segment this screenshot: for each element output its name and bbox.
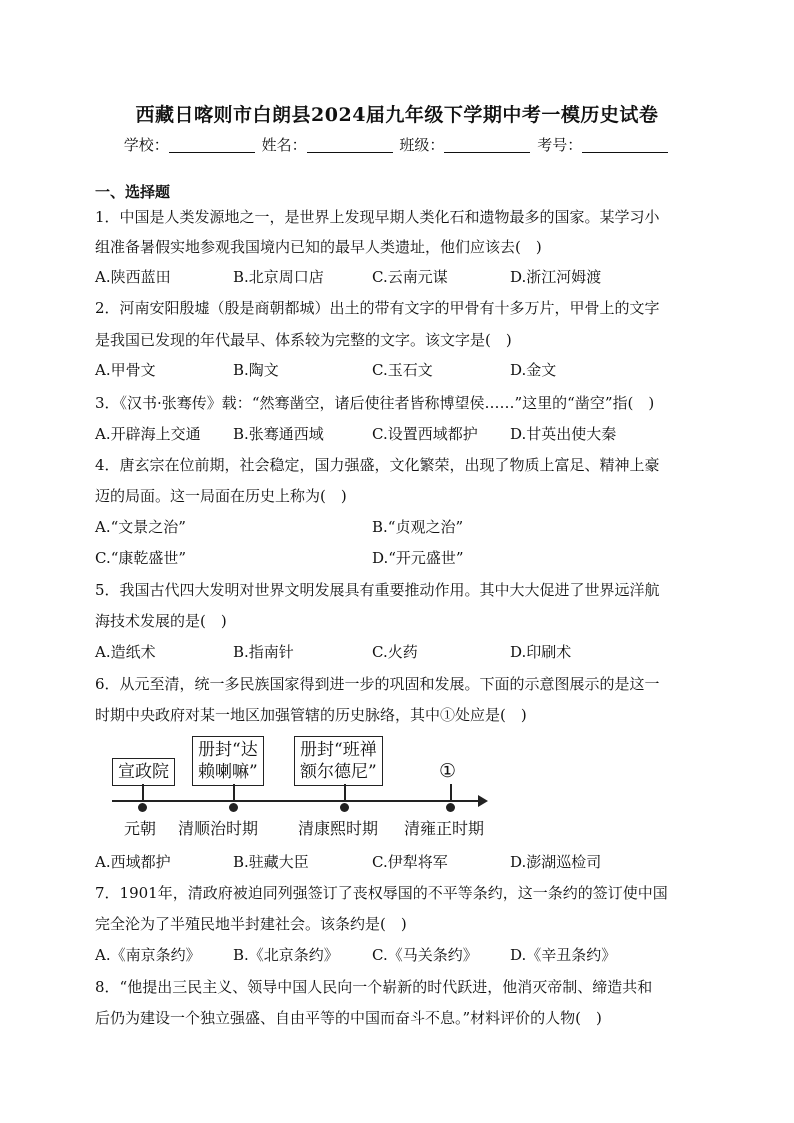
timeline-diagram [108,728,508,838]
q7-option-c: C.《马关条约》 [372,946,478,964]
question-7-line-1: 7．1901年，清政府被迫同列强签订了丧权辱国的不平等条约，这一条约的签订使中国 [95,884,668,902]
question-5-line-2: 海技术发展的是( ) [95,612,227,630]
q2-option-b: B.陶文 [233,361,279,379]
label-shunzhi: 清顺治时期 [178,819,259,838]
q3-option-c: C.设置西域都护 [372,425,478,443]
question-8-line-1: 8．“他提出三民主义、领导中国人民向一个崭新的时代跃进，他消灭帝制、缔造共和 [95,978,653,996]
q6-option-a: A.西域都护 [95,853,171,871]
box-xuanzhengyuan [112,758,175,786]
q6-option-b: B.驻藏大臣 [233,853,309,871]
label-yongzheng: 清雍正时期 [404,819,485,838]
q4-option-a: A.“文景之治” [95,518,186,536]
timeline-axis [112,800,480,802]
tick-kangxi [344,784,346,800]
q4-option-c: C.“康乾盛世” [95,549,187,567]
q3-option-d: D.甘英出使大秦 [510,425,617,443]
q2-option-d: D.金文 [510,361,557,379]
student-info-row [0,134,794,155]
q1-option-b: B.北京周口店 [233,268,324,286]
dot-shunzhi [229,803,238,812]
q2-option-a: A.甲骨文 [95,361,156,379]
question-1-line-2: 组准备暑假实地参观我国境内已知的最早人类遗址，他们应该去( ) [95,238,542,256]
q5-option-d: D.印刷术 [510,643,572,661]
q1-option-d: D.浙江河姆渡 [510,268,602,286]
tick-yuan [142,784,144,800]
box-panchen-line-1: 册封“班禅 [300,740,377,760]
q2-option-c: C.玉石文 [372,361,433,379]
circled-one-marker: ① [439,760,457,782]
number-label: 考号： [537,136,583,154]
section-heading: 一、选择题 [95,183,171,201]
dot-yuan [138,803,147,812]
q6-option-d: D.澎湖巡检司 [510,853,602,871]
label-yuan: 元朝 [124,819,157,838]
q3-option-a: A.开辟海上交通 [95,425,201,443]
q4-option-d: D.“开元盛世” [372,549,464,567]
question-6-line-1: 6．从元至清，统一多民族国家得到进一步的巩固和发展。下面的示意图展示的是这一 [95,675,660,693]
question-3-line-1: 3．《汉书·张骞传》载：“然骞凿空，诸后使往者皆称博望侯……”这里的“凿空”指( ) [95,394,655,412]
question-7-line-2: 完全沦为了半殖民地半封建社会。该条约是( ) [95,915,407,933]
box-panchen-erdeni [294,736,383,786]
label-kangxi: 清康熙时期 [298,819,379,838]
q7-option-b: B.《北京条约》 [233,946,339,964]
tick-shunzhi [233,784,235,800]
question-6-line-2: 时期中央政府对某一地区加强管辖的历史脉络，其中①处应是( ) [95,706,527,724]
q5-option-b: B.指南针 [233,643,294,661]
number-blank [582,137,668,153]
q7-option-d: D.《辛丑条约》 [510,946,617,964]
school-blank [169,137,255,153]
q5-option-a: A.造纸术 [95,643,156,661]
question-5-line-1: 5．我国古代四大发明对世界文明发展具有重要推动作用。其中大大促进了世界远洋航 [95,581,660,599]
question-4-line-2: 迈的局面。这一局面在历史上称为( ) [95,487,347,505]
box-dalai-lama-line-1: 册封“达 [198,740,258,760]
dot-kangxi [340,803,349,812]
q1-option-c: C.云南元谋 [372,268,448,286]
tick-yongzheng [450,784,452,800]
box-xuanzhengyuan-text: 宣政院 [118,762,169,782]
q5-option-c: C.火药 [372,643,418,661]
exam-title: 西藏日喀则市白朗县2024届九年级下学期中考一模历史试卷 [135,104,659,126]
question-8-line-2: 后仍为建设一个独立强盛、自由平等的中国而奋斗不息。”材料评价的人物( ) [95,1009,602,1027]
q4-option-b: B.“贞观之治” [372,518,464,536]
name-label: 姓名： [261,136,307,154]
box-dalai-lama-line-2: 赖喇嘛” [198,762,258,782]
question-2-line-1: 2．河南安阳殷墟（殷是商朝都城）出土的带有文字的甲骨有十多万片，甲骨上的文字 [95,299,660,317]
box-dalai-lama [192,736,264,786]
name-blank [307,137,393,153]
timeline-arrowhead [478,795,488,807]
question-4-line-1: 4．唐玄宗在位前期，社会稳定，国力强盛，文化繁荣，出现了物质上富足、精神上豪 [95,456,660,474]
class-label: 班级： [399,136,445,154]
q7-option-a: A.《南京条约》 [95,946,201,964]
q6-option-c: C.伊犁将军 [372,853,448,871]
box-panchen-line-2: 额尔德尼” [300,762,377,782]
dot-yongzheng [446,803,455,812]
q1-option-a: A.陕西蓝田 [95,268,171,286]
class-blank [444,137,530,153]
question-2-line-2: 是我国已发现的年代最早、体系较为完整的文字。该文字是( ) [95,331,512,349]
question-1-line-1: 1．中国是人类发源地之一，是世界上发现早期人类化石和遗物最多的国家。某学习小 [95,208,660,226]
school-label: 学校： [123,136,169,154]
q3-option-b: B.张骞通西域 [233,425,324,443]
